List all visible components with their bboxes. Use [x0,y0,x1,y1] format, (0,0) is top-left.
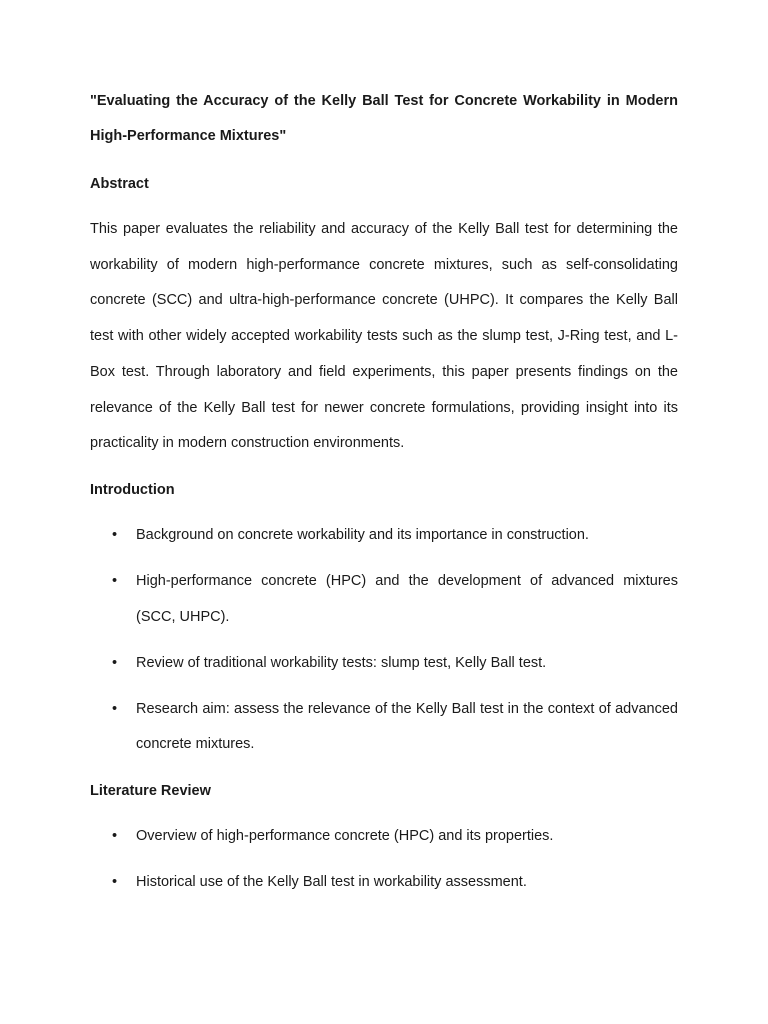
abstract-heading: Abstract [90,176,149,192]
list-item-text: High-performance concrete (HPC) and the development of advanced mixtures (SCC, UHPC). [136,573,678,625]
list-item-text: Overview of high-performance concrete (HPC) and its properties. [136,828,554,844]
bullet-icon: • [112,654,118,671]
list-item-text: Historical use of the Kelly Ball test in workability assessment. [136,874,527,890]
literature-review-list [90,819,678,911]
list-item [90,819,678,855]
bullet-icon: • [112,828,118,844]
introduction-list [90,518,678,773]
list-item-text: Review of traditional workability tests: slump test, Kelly Ball test. [136,654,547,671]
bullet-icon: • [112,573,118,589]
introduction-heading: Introduction [90,482,175,498]
list-item-text: Research aim: assess the relevance of the Kelly Ball test in the context of advanced concrete mixtures. [136,700,678,753]
bullet-icon: • [112,700,118,717]
list-item [90,692,678,763]
abstract-paragraph: This paper evaluates the reliability and accuracy of the Kelly Ball test for determining the workability of modern high-performance concrete mixtures, such as self-consolidating concrete (SCC) and ultra-high-performance concrete (UHPC). It compares the Kelly Ball test with other widely accepted workability tests such as the slump test, J-Ring test, and L-Box test. Through laboratory and field experiments, this paper presents findings on the relevance of the Kelly Ball test for newer concrete formulations, providing insight into its practicality in modern construction environments. [90,221,678,452]
bullet-icon: • [112,527,118,543]
bullet-icon: • [112,874,118,890]
literature-review-heading: Literature Review [90,783,211,799]
document-title: "Evaluating the Accuracy of the Kelly Ball Test for Concrete Workability in Modern High-Performance Mixtures" [90,93,678,144]
list-item-text: Background on concrete workability and its importance in construction. [136,527,589,543]
list-item [90,865,678,901]
list-item [90,518,678,554]
list-item [90,564,678,635]
list-item [90,646,678,682]
